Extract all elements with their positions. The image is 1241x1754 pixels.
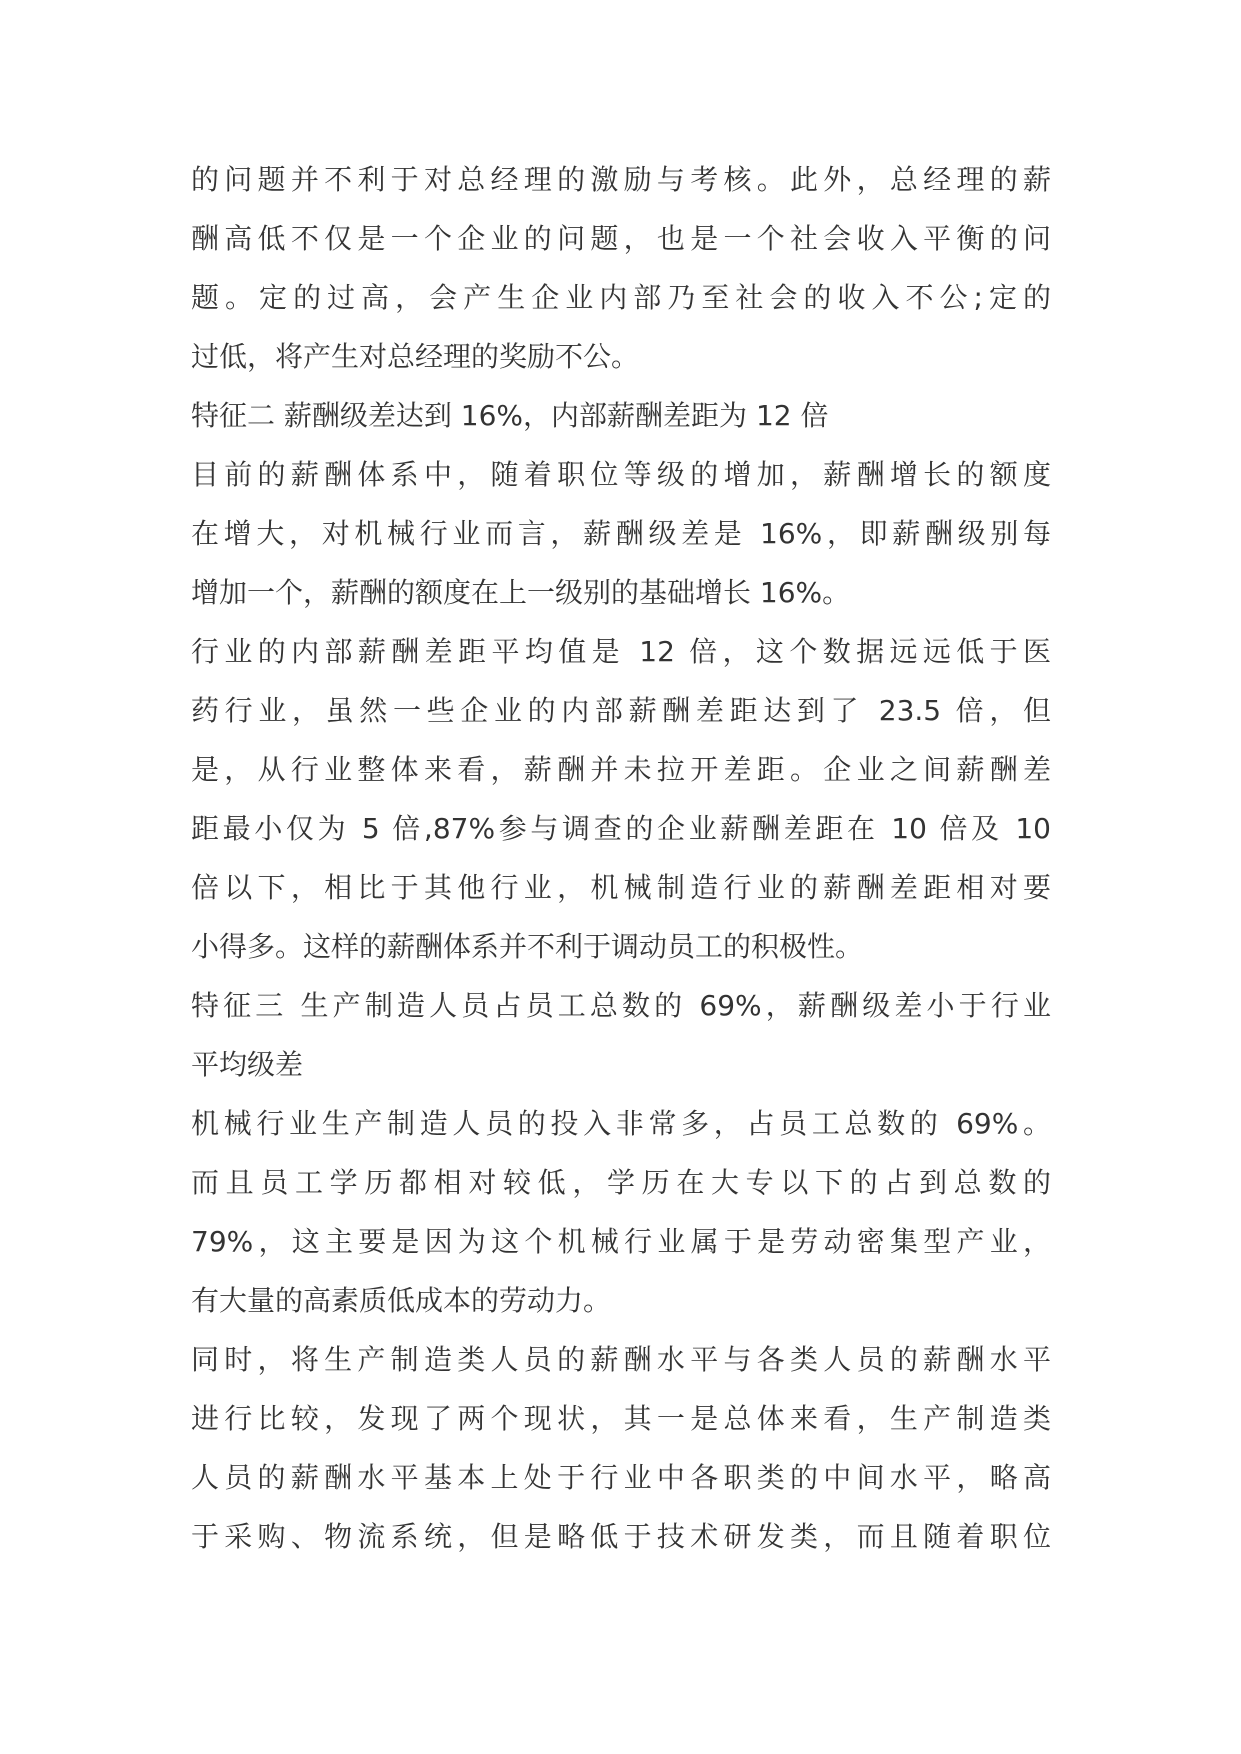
text-line: 过低，将产生对总经理的奖励不公。 [191,340,640,373]
text-line: 增加一个，薪酬的额度在上一级别的基础增长 16%。 [191,576,851,609]
text-line: 有大量的高素质低成本的劳动力。 [191,1284,612,1317]
text-line: 于采购、物流系统，但是略低于技术研发类，而且随着职位 [191,1520,1051,1553]
section-heading-feature-3-cont: 平均级差 [191,1048,304,1081]
text-line: 同时，将生产制造类人员的薪酬水平与各类人员的薪酬水平 [191,1343,1051,1376]
text-line: 距最小仅为 5 倍,87%参与调查的企业薪酬差距在 10 倍及 10 [191,812,1051,845]
text-line: 酬高低不仅是一个企业的问题，也是一个社会收入平衡的问 [191,222,1051,255]
text-line: 79%，这主要是因为这个机械行业属于是劳动密集型产业， [191,1225,1051,1258]
text-line: 的问题并不利于对总经理的激励与考核。此外，总经理的薪 [191,163,1051,196]
text-line: 进行比较，发现了两个现状，其一是总体来看，生产制造类 [191,1402,1051,1435]
section-heading-feature-3: 特征三 生产制造人员占员工总数的 69%，薪酬级差小于行业 [191,989,1051,1022]
text-line: 人员的薪酬水平基本上处于行业中各职类的中间水平，略高 [191,1461,1051,1494]
text-line: 药行业，虽然一些企业的内部薪酬差距达到了 23.5 倍，但 [191,694,1051,727]
section-heading-feature-2: 特征二 薪酬级差达到 16%，内部薪酬差距为 12 倍 [191,399,829,432]
text-line: 在增大，对机械行业而言，薪酬级差是 16%，即薪酬级别每 [191,517,1051,550]
body-text [191,150,1051,1566]
text-line: 机械行业生产制造人员的投入非常多，占员工总数的 69%。 [191,1107,1051,1140]
text-line: 是，从行业整体来看，薪酬并未拉开差距。企业之间薪酬差 [191,753,1051,786]
text-line: 行业的内部薪酬差距平均值是 12 倍，这个数据远远低于医 [191,635,1051,668]
text-line: 而且员工学历都相对较低，学历在大专以下的占到总数的 [191,1166,1051,1199]
text-line: 小得多。这样的薪酬体系并不利于调动员工的积极性。 [191,930,864,963]
text-line: 倍以下，相比于其他行业，机械制造行业的薪酬差距相对要 [191,871,1051,904]
text-line: 题。定的过高，会产生企业内部乃至社会的收入不公;定的 [191,281,1051,314]
text-line: 目前的薪酬体系中，随着职位等级的增加，薪酬增长的额度 [191,458,1051,491]
